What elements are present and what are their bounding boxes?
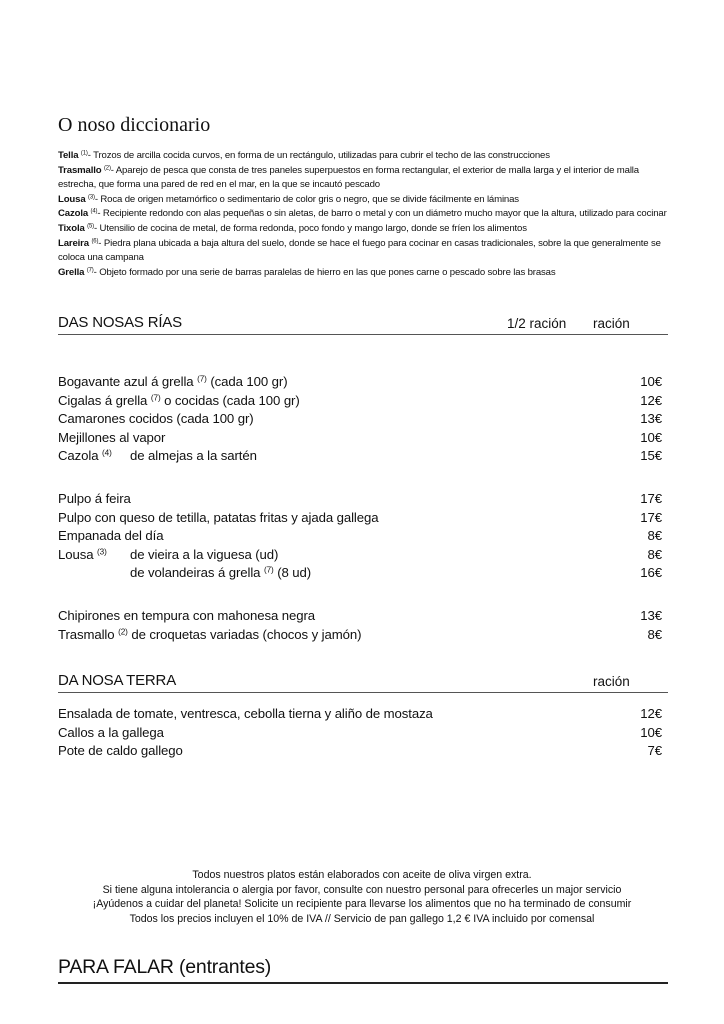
item-name-text: o cocidas (cada 100 gr)	[160, 392, 300, 408]
item-name-text: Cazola	[58, 448, 103, 464]
menu-item	[58, 447, 662, 466]
item-name: Pulpo con queso de tetilla, patatas fritas y ajada gallega	[58, 509, 379, 525]
item-name-text: Bogavante azul á grella	[58, 374, 198, 389]
item-name-text: (cada 100 gr)	[206, 374, 288, 389]
section-title: PARA FALAR (entrantes)	[58, 956, 272, 978]
item-subname: de almejas a la sartén	[130, 448, 257, 464]
dictionary-term: Trasmallo	[58, 164, 102, 176]
item-name	[58, 374, 288, 389]
menu-item	[58, 626, 662, 645]
dictionary-definition: - Piedra plana ubicada a baja altura del suelo, donde se hace el fuego para cocinar en casas tradicionales, sobre la que generalmente se coloca una campana	[58, 237, 661, 264]
item-price: 8€	[647, 626, 662, 642]
menu-item	[58, 490, 662, 509]
item-ref: (7)	[197, 374, 207, 384]
menu-item	[58, 607, 662, 626]
spacer	[58, 583, 662, 607]
dictionary-entry	[58, 207, 670, 222]
menu-item	[58, 546, 662, 565]
item-name: Chipirones en tempura con mahonesa negra	[58, 607, 315, 623]
footer-notes	[0, 868, 724, 926]
dictionary-entry	[58, 237, 670, 266]
item-price: 7€	[647, 743, 662, 759]
dictionary-list	[58, 149, 670, 280]
section-title: DAS NOSAS RÍAS	[58, 314, 182, 331]
item-ref: (7)	[263, 565, 274, 575]
dictionary-entry	[58, 149, 670, 164]
column-label-ration: ración	[593, 674, 630, 689]
dictionary-term: Tixola	[58, 222, 85, 234]
menu-item	[58, 724, 662, 743]
item-price: 17€	[640, 509, 662, 525]
dictionary-term: Lareira	[58, 237, 89, 249]
footer-line: Si tiene alguna intolerancia o alergia por favor, consulte con nuestro personal para ofrecerles un major servicio	[102, 883, 622, 896]
dictionary-entry	[58, 193, 670, 208]
item-ref: (7)	[150, 393, 161, 403]
column-label-ration: ración	[593, 316, 630, 331]
dictionary-term: Tella	[58, 150, 79, 161]
dictionary-entry	[58, 164, 670, 193]
item-price: 10€	[640, 374, 662, 389]
footer-line: Todos nuestros platos están elaborados con aceite de oliva virgen extra.	[192, 869, 532, 881]
dictionary-ref: (7)	[86, 267, 94, 274]
menu-list-rias	[58, 373, 662, 644]
item-name	[58, 393, 300, 408]
item-name: Ensalada de tomate, ventresca, cebolla tierna y aliño de mostaza	[58, 706, 433, 721]
dictionary-definition: - Objeto formado por una serie de barras paralelas de hierro en las que pones carne o pescado sobre las brasas	[93, 266, 556, 278]
spacer	[58, 466, 662, 490]
item-name	[58, 627, 361, 642]
footer-line: Todos los precios incluyen el 10% de IVA // Servicio de pan gallego 1,2 € IVA incluido por comensal	[129, 912, 595, 925]
dictionary-entry	[58, 266, 670, 281]
item-price: 8€	[647, 528, 662, 544]
item-price: 12€	[640, 392, 662, 408]
item-price: 15€	[640, 448, 662, 464]
item-price: 10€	[640, 429, 662, 445]
dictionary-entry	[58, 222, 670, 237]
item-ref: (3)	[97, 547, 107, 557]
menu-item	[58, 742, 662, 761]
menu-item	[58, 373, 662, 392]
menu-item	[58, 527, 662, 546]
item-subname	[130, 564, 311, 583]
dictionary-definition: - Utensilio de cocina de metal, de forma redonda, poco fondo y mango largo, donde se fríen los alimentos	[93, 222, 527, 234]
dictionary-definition: - Recipiente redondo con alas pequeñas o sin aletas, de barro o metal y con un diámetro mucho mayor que la altura, utilizado para cocinar	[97, 208, 667, 220]
dictionary-ref: (3)	[88, 194, 95, 201]
item-name-text: de volandeiras á grella	[130, 565, 264, 581]
dictionary-term: Grella	[58, 266, 85, 278]
item-price: 13€	[640, 411, 662, 427]
item-name: Pote de caldo gallego	[58, 743, 183, 759]
item-name	[58, 448, 112, 463]
dictionary-definition: - Trozos de arcilla cocida curvos, en forma de un rectángulo, utilizadas para cubrir el techo de las construcciones	[87, 150, 550, 161]
dictionary-title: O noso diccionario	[58, 114, 211, 136]
item-price: 10€	[640, 724, 662, 740]
section-title: DA NOSA TERRA	[58, 672, 176, 689]
menu-item	[58, 392, 662, 411]
item-name: Empanada del día	[58, 528, 164, 544]
item-price: 8€	[647, 546, 662, 562]
dictionary-ref: (6)	[91, 238, 99, 245]
item-name-text: Cigalas á grella	[58, 392, 151, 408]
item-price: 12€	[640, 706, 662, 721]
menu-item	[58, 705, 662, 724]
menu-item	[58, 564, 662, 583]
item-name-text: Trasmallo	[58, 626, 119, 642]
dictionary-ref: (5)	[87, 223, 94, 230]
section-header-rias	[58, 310, 668, 335]
menu-item	[58, 509, 662, 528]
item-name-text: Lousa	[58, 546, 97, 562]
menu-list-terra	[58, 705, 662, 761]
dictionary-term: Cazola	[58, 208, 89, 220]
item-name: Mejillones al vapor	[58, 429, 166, 445]
dictionary-ref: (2)	[103, 165, 111, 172]
item-name-text: de croquetas variadas (chocos y jamón)	[127, 626, 362, 642]
dictionary-definition: - Roca de origen metamórfico o sedimentario de color gris o negro, que se divide fácilmente en láminas	[94, 193, 519, 205]
menu-item	[58, 429, 662, 448]
item-price: 17€	[640, 490, 662, 506]
item-price: 16€	[640, 565, 662, 581]
item-ref: (2)	[118, 627, 128, 637]
item-name: Pulpo á feira	[58, 490, 131, 506]
menu-item	[58, 410, 662, 429]
item-name	[58, 547, 107, 562]
item-name: Callos a la gallega	[58, 724, 164, 740]
item-subname: de vieira a la viguesa (ud)	[130, 546, 279, 562]
item-name: Camarones cocidos (cada 100 gr)	[58, 411, 254, 427]
column-label-half-ration: 1/2 ración	[507, 316, 567, 331]
section-header-terra	[58, 668, 668, 693]
dictionary-definition: - Aparejo de pesca que consta de tres paneles superpuestos en forma rectangular, el exterior de malla larga y el interior de malla estrecha, que forma una pared de red en el mar, en la que se incautó pescado	[58, 164, 639, 191]
item-ref: (4)	[102, 448, 112, 458]
dictionary-term: Lousa	[58, 193, 86, 205]
item-name-text: (8 ud)	[273, 565, 312, 581]
item-price: 13€	[640, 607, 662, 623]
footer-line: ¡Ayúdenos a cuidar del planeta! Solicite un recipiente para llevarse los alimentos que no ha terminado de consumir	[92, 898, 632, 911]
dictionary-ref: (1)	[80, 150, 88, 157]
section-header-para-falar	[58, 952, 668, 984]
dictionary-ref: (4)	[90, 209, 98, 216]
